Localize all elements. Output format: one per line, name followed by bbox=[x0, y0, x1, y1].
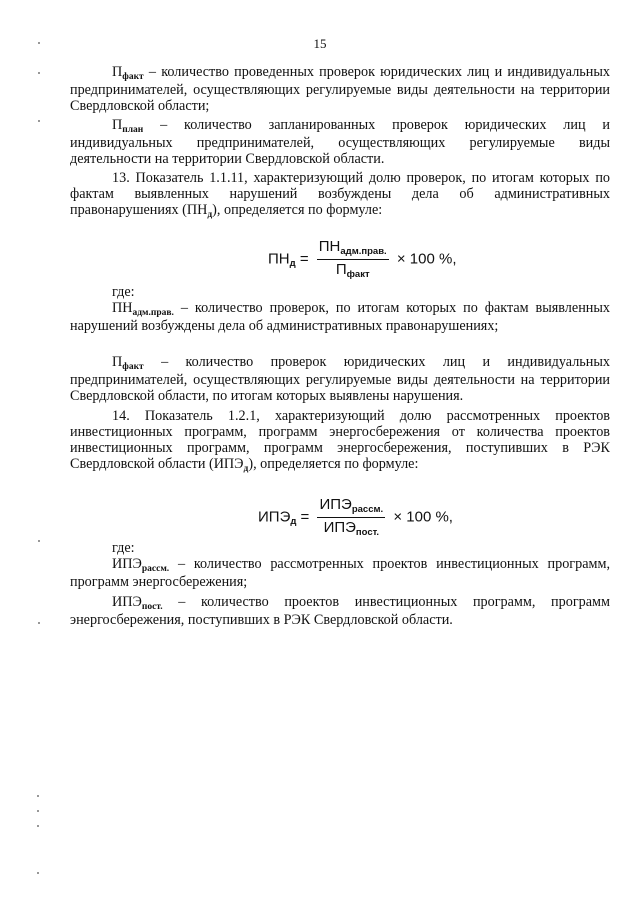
formula-lhs: ИПЭ bbox=[258, 508, 291, 526]
formula-fraction bbox=[317, 238, 389, 281]
formula-fraction bbox=[317, 496, 385, 539]
subscript: д bbox=[243, 464, 249, 474]
symbol-subscript: рассм. bbox=[141, 564, 170, 574]
where-label-2: где: bbox=[112, 540, 135, 556]
formula-denominator: $П_{факт}$ bbox=[335, 261, 370, 280]
paragraph-text: 14. Показатель 1.2.1, характеризующий долю рассмотренных проектов инвестиционных программ, программ энергосбережения от количества проектов инвестиционных программ, программ энергосбережения, поступивших в РЭК Свердловской области (ИПЭ bbox=[70, 408, 610, 472]
formula-lhs: ПН bbox=[268, 250, 290, 268]
formula-equals: = bbox=[300, 508, 310, 526]
formula-ipe-d bbox=[258, 496, 453, 539]
formula-multiplier: × 100 %, bbox=[396, 250, 457, 268]
scan-speck bbox=[38, 120, 40, 122]
subscript: д bbox=[207, 210, 213, 220]
definition-text: – количество рассмотренных проектов инвестиционных программ, программ энергосбережения; bbox=[70, 556, 610, 590]
formula-numerator: $ПН_{адм.прав.}$ bbox=[317, 238, 389, 260]
paragraph-tail: ), определяется по формуле: bbox=[248, 456, 419, 472]
scan-speck bbox=[38, 42, 40, 44]
formula-equals: = bbox=[299, 250, 309, 268]
paragraph-text: 13. Показатель 1.1.11, характеризующий долю проверок, по итогам которых по фактам выявленных нарушений возбуждены дела об административных правонарушениях (ПН bbox=[70, 170, 610, 218]
formula-denominator: $ИПЭ_{пост.}$ bbox=[323, 519, 380, 538]
symbol: П bbox=[112, 64, 123, 80]
formula-pn-d bbox=[268, 238, 457, 281]
definition-p-plan bbox=[70, 117, 610, 167]
symbol-subscript: факт bbox=[122, 72, 144, 82]
symbol: ИПЭ bbox=[112, 594, 142, 610]
definition-text: – количество проверок, по итогам которых по фактам выявленных нарушений возбуждены дела об административных правонарушениях; bbox=[70, 300, 610, 334]
definition-p-fakt bbox=[70, 64, 610, 114]
definition-ipe-post bbox=[70, 594, 610, 628]
scan-speck bbox=[37, 795, 39, 797]
paragraph-tail: ), определяется по формуле: bbox=[212, 202, 383, 218]
item-14-paragraph bbox=[70, 408, 610, 474]
definition-ipe-rassm bbox=[70, 556, 610, 590]
formula-lhs-subscript: д bbox=[289, 258, 296, 270]
scan-speck bbox=[37, 810, 39, 812]
scan-speck bbox=[37, 825, 39, 827]
definition-text: – количество запланированных проверок юридических лиц и индивидуальных предпринимателей, осуществляющих регулируемые виды деятельности на территории Свердловской области. bbox=[70, 117, 610, 167]
scan-speck bbox=[38, 622, 40, 624]
definition-text: – количество проверок юридических лиц и индивидуальных предпринимателей, осуществляющих регулируемые виды деятельности на территории Свердловской области, по итогам которых выявлены нарушения. bbox=[70, 354, 610, 404]
formula-multiplier: × 100 %, bbox=[393, 508, 453, 526]
symbol-subscript: факт bbox=[122, 362, 144, 372]
symbol-subscript: пост. bbox=[141, 602, 163, 612]
scan-speck bbox=[38, 72, 40, 74]
definition-text: – количество проектов инвестиционных программ, программ энергосбережения, поступивших в РЭК Свердловской области. bbox=[70, 594, 610, 628]
formula-lhs-subscript: д bbox=[290, 516, 297, 528]
symbol: ПН bbox=[112, 300, 133, 316]
formula-numerator: $ИПЭ_{рассм.}$ bbox=[317, 496, 385, 518]
symbol: П bbox=[112, 354, 123, 370]
where-label: где: bbox=[112, 284, 135, 300]
definition-text: – количество проведенных проверок юридических лиц и индивидуальных предпринимателей, осуществляющих регулируемые виды деятельности на территории Свердловской области; bbox=[70, 64, 610, 114]
definition-p-fakt-2 bbox=[70, 354, 610, 404]
page-number: 15 bbox=[313, 36, 327, 51]
symbol-subscript: адм.прав. bbox=[132, 308, 174, 318]
definition-pn-adm bbox=[70, 300, 610, 334]
scan-speck bbox=[38, 540, 40, 542]
symbol: П bbox=[112, 117, 123, 133]
symbol: ИПЭ bbox=[112, 556, 142, 572]
item-13-paragraph bbox=[70, 170, 610, 220]
scan-speck bbox=[37, 872, 39, 874]
symbol-subscript: план bbox=[122, 125, 144, 135]
